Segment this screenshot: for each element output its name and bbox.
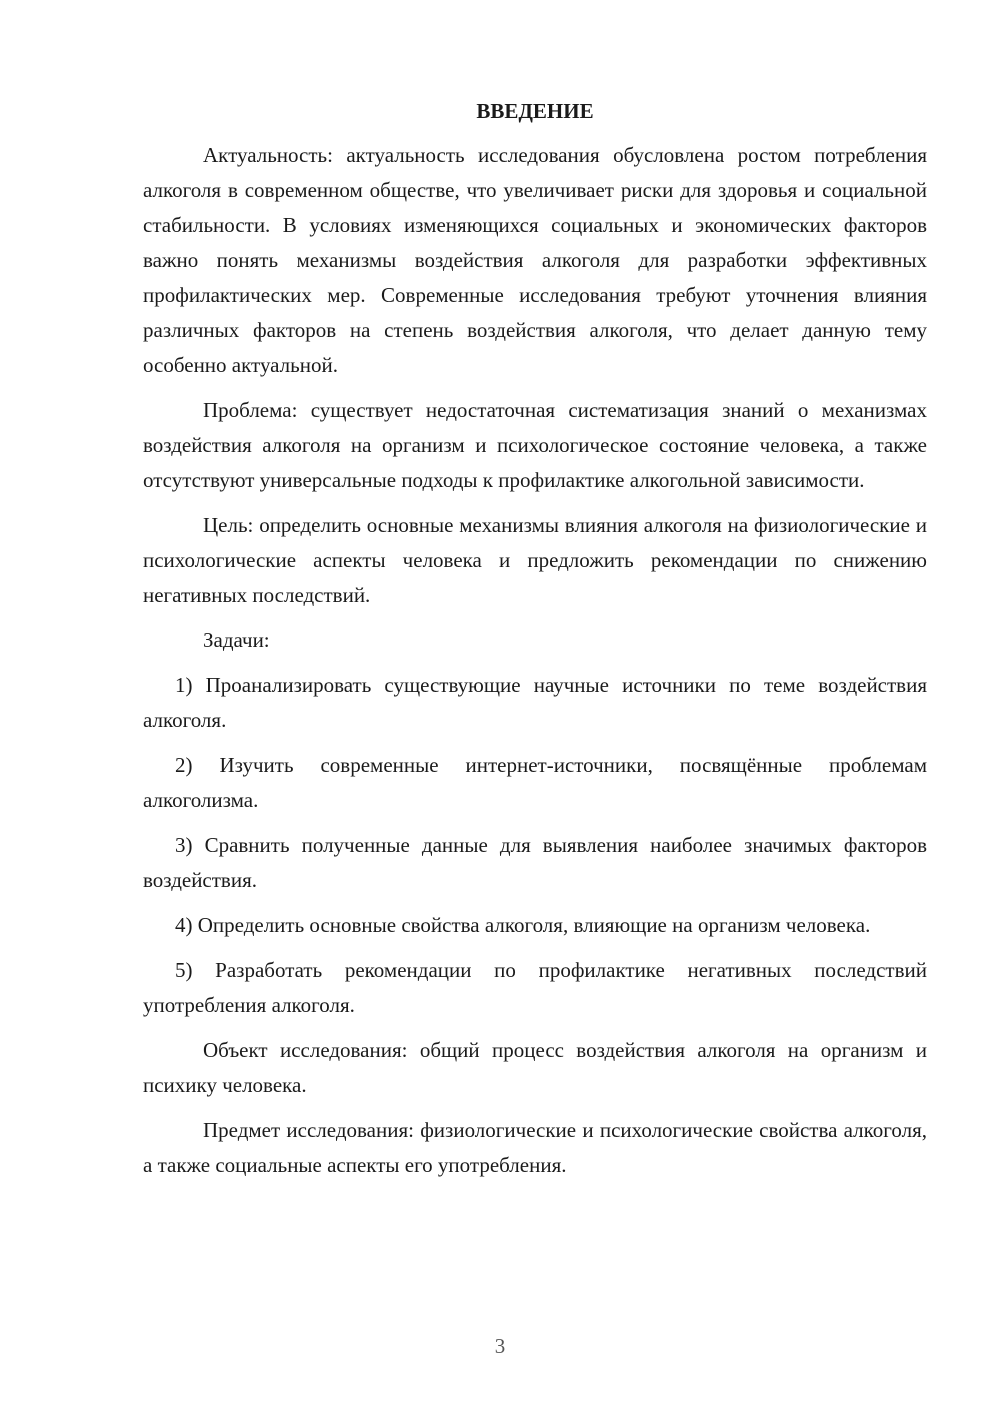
task-item-1: 1) Проанализировать существующие научные источники по теме воздействия алкоголя. [143,673,927,732]
problem-paragraph: Проблема: существует недостаточная систематизация знаний о механизмах воздействия алкоголя на организм и психологическое состояние человека, а также отсутствуют универсальные подходы к профилактике алкогольной зависимости. [143,398,927,492]
relevance-paragraph: Актуальность: актуальность исследования обусловлена ростом потребления алкоголя в современном обществе, что увеличивает риски для здоровья и социальной стабильности. В условиях изменяющихся социальных и экономических факторов важно понять механизмы воздействия алкоголя для разработки эффективных профилактических мер. Современные исследования требуют уточнения влияния различных факторов на степень воздействия алкоголя, что делает данную тему особенно актуальной. [143,143,927,377]
task-item-2: 2) Изучить современные интернет-источники, посвящённые проблемам алкоголизма. [143,753,927,812]
task-item-3: 3) Сравнить полученные данные для выявления наиболее значимых факторов воздействия. [143,833,927,892]
task-item-4: 4) Определить основные свойства алкоголя, влияющие на организм человека. [175,913,871,937]
object-paragraph: Объект исследования: общий процесс воздействия алкоголя на организм и психику человека. [143,1038,927,1097]
page-content [143,96,927,1193]
goal-paragraph: Цель: определить основные механизмы влияния алкоголя на физиологические и психологические аспекты человека и предложить рекомендации по снижению негативных последствий. [143,513,927,607]
section-heading: ВВЕДЕНИЕ [476,99,594,123]
tasks-label: Задачи: [203,628,270,652]
page-number: 3 [494,1334,506,1358]
task-item-5: 5) Разработать рекомендации по профилактике негативных последствий употребления алкоголя. [143,958,927,1017]
subject-paragraph: Предмет исследования: физиологические и психологические свойства алкоголя, а также социальные аспекты его употребления. [143,1118,927,1177]
